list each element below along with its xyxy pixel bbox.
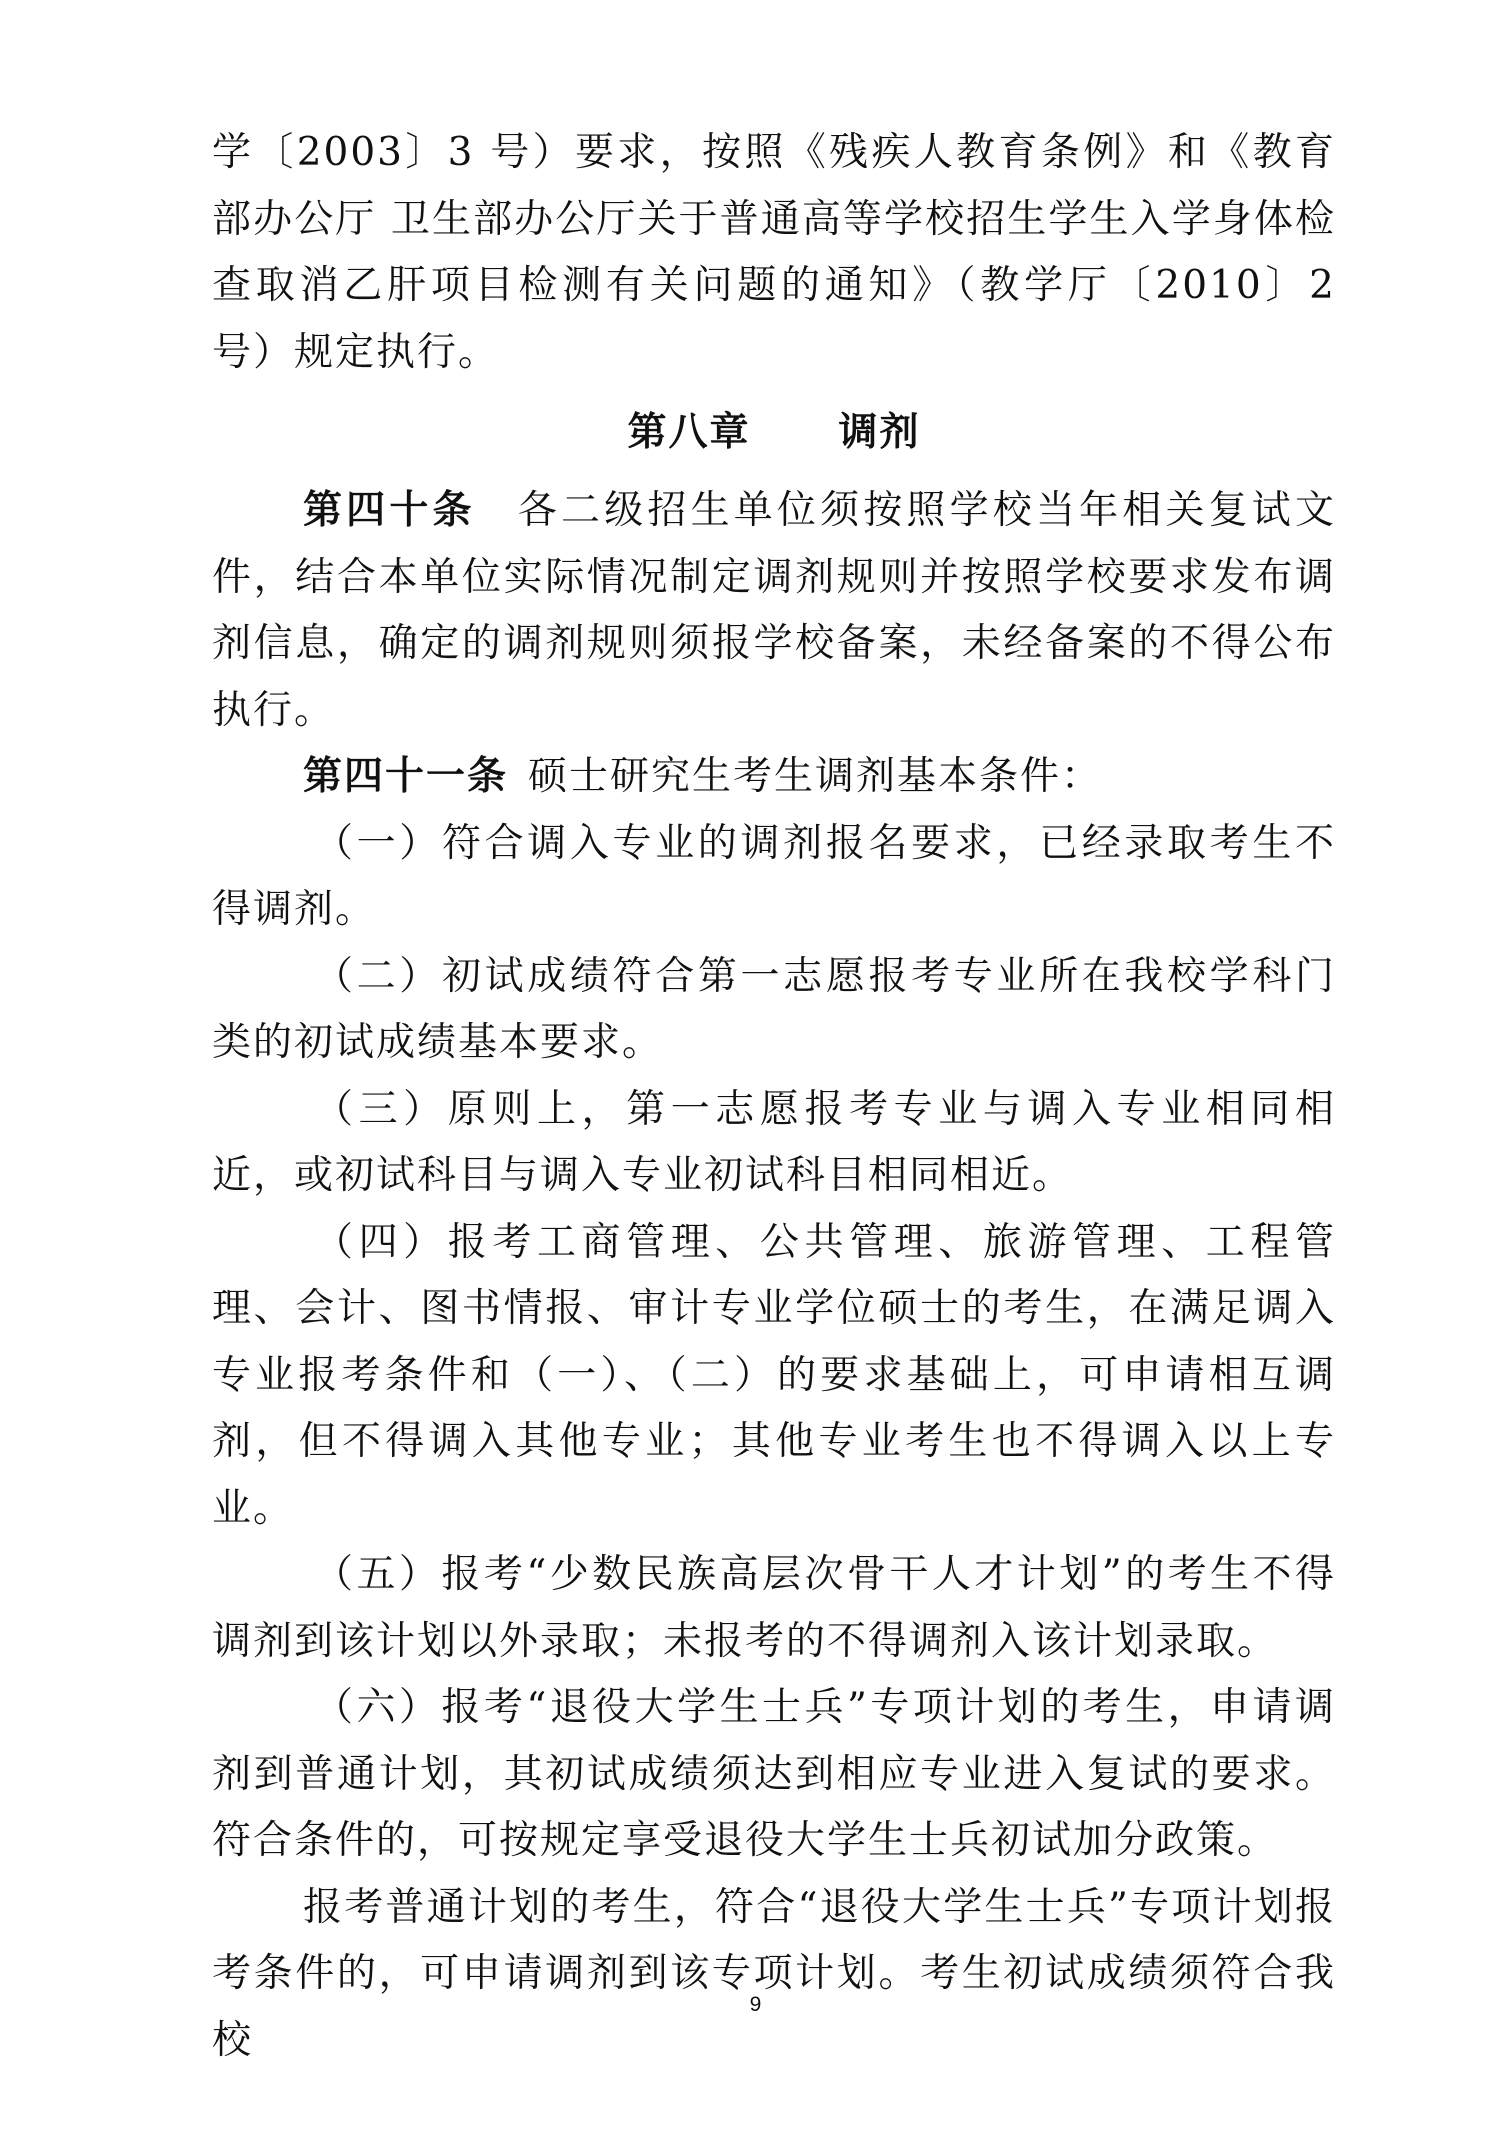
article-41-item-1: （一）符合调入专业的调剂报名要求，已经录取考生不得调剂。 bbox=[212, 820, 1336, 932]
article-41-item-3: （三）原则上，第一志愿报考专业与调入专业相同相近，或初试科目与调入专业初试科目相同相近。 bbox=[212, 1086, 1336, 1198]
article-41-continuation: 报考普通计划的考生，符合“退役大学生士兵”专项计划报考条件的，可申请调剂到该专项计划。考生初试成绩须符合我校 bbox=[212, 1884, 1336, 2063]
article-41-text: 硕士研究生考生调剂基本条件： bbox=[528, 754, 1103, 799]
chapter-title: 调剂 bbox=[838, 410, 921, 455]
article-41-item-4: （四）报考工商管理、公共管理、旅游管理、工程管理、会计、图书情报、审计专业学位硕士的考生，在满足调入专业报考条件和（一）、（二）的要求基础上，可申请相互调剂，但不得调入其他专业；其他专业考生也不得调入以上专业。 bbox=[212, 1219, 1336, 1531]
page-body bbox=[212, 120, 1336, 2074]
article-41-item-6: （六）报考“退役大学生士兵”专项计划的考生，申请调剂到普通计划，其初试成绩须达到相应专业进入复试的要求。符合条件的，可按规定享受退役大学生士兵初试加分政策。 bbox=[212, 1685, 1336, 1863]
article-40-label: 第四十条 bbox=[303, 488, 476, 533]
chapter-number: 第八章 bbox=[627, 410, 751, 455]
article-40 bbox=[212, 478, 1336, 744]
article-41-item-5: （五）报考“少数民族高层次骨干人才计划”的考生不得调剂到该计划以外录取；未报考的不得调剂入该计划录取。 bbox=[212, 1552, 1336, 1664]
article-40-text: 各二级招生单位须按照学校当年相关复试文件，结合本单位实际情况制定调剂规则并按照学校要求发布调剂信息，确定的调剂规则须报学校备案，未经备案的不得公布执行。 bbox=[212, 488, 1336, 733]
article-41 bbox=[212, 744, 1336, 811]
article-41-item-2: （二）初试成绩符合第一志愿报考专业所在我校学科门类的初试成绩基本要求。 bbox=[212, 953, 1336, 1065]
intro-paragraph: 学〔2003〕3 号）要求，按照《残疾人教育条例》和《教育部办公厅 卫生部办公厅关于普通高等学校招生学生入学身体检查取消乙肝项目检测有关问题的通知》（教学厅〔2010〕2 号）规定执行。 bbox=[212, 130, 1336, 375]
article-41-label: 第四十一条 bbox=[303, 754, 509, 799]
page-number: 9 bbox=[749, 1993, 762, 2016]
chapter-heading bbox=[212, 400, 1336, 466]
